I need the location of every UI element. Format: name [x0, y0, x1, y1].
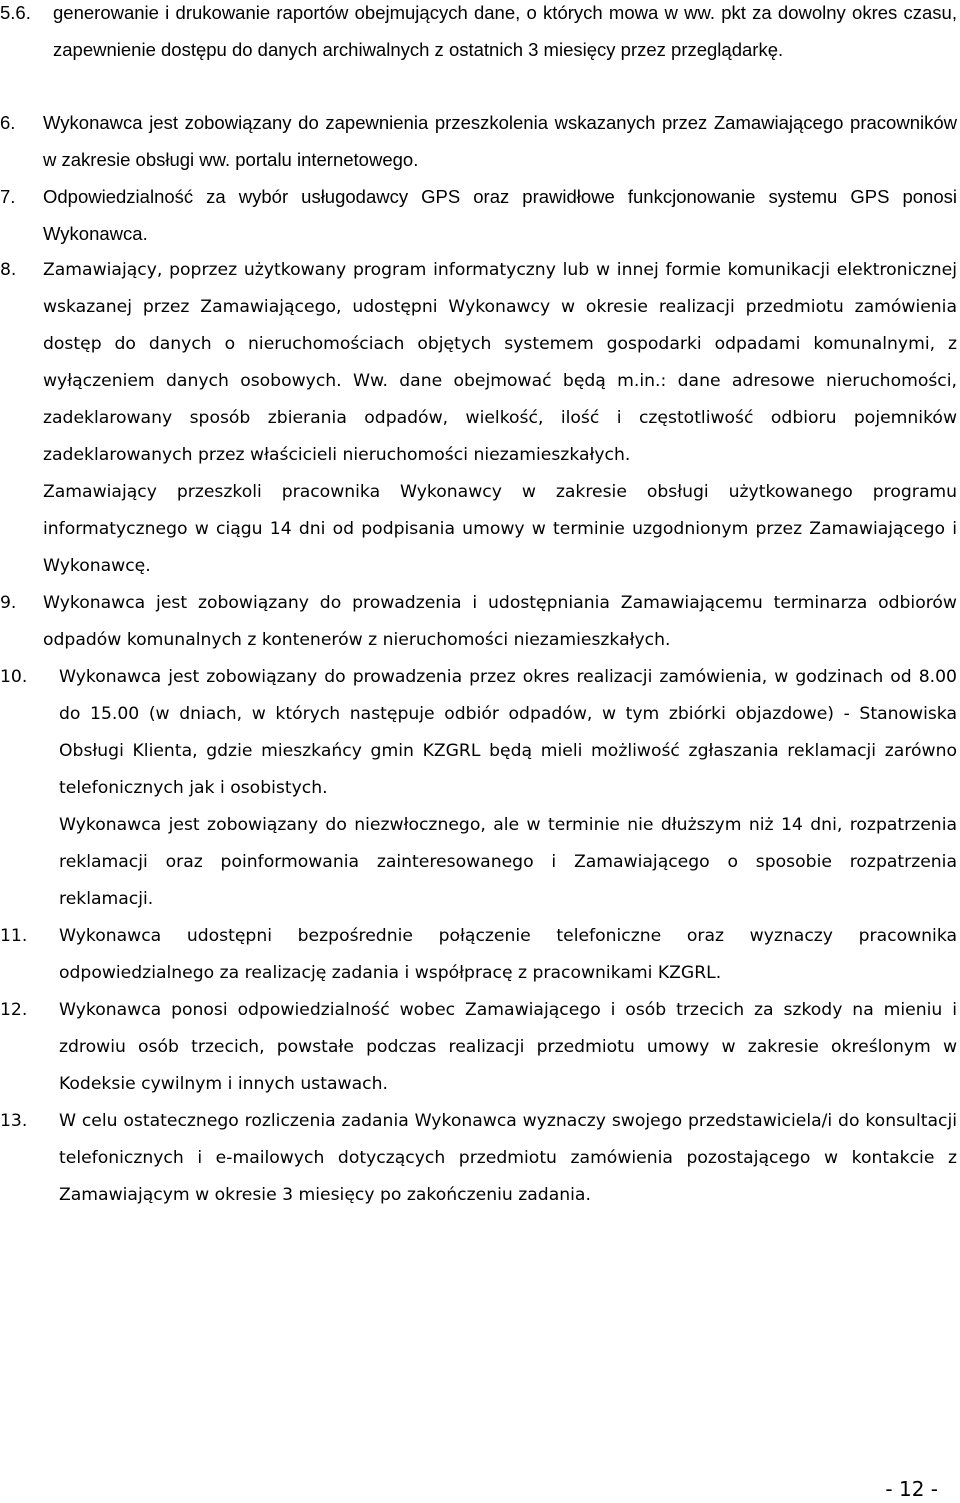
- item-text: generowanie i drukowanie raportów obejmujących dane, o których mowa w ww. pkt za dowolny okres czasu, zapewnienie dostępu do danych archiwalnych z ostatnich 3 miesięcy przez przeglądarkę.: [53, 2, 957, 60]
- item-text: Odpowiedzialność za wybór usługodawcy GPS oraz prawidłowe funkcjonowanie systemu GPS ponosi Wykonawca.: [43, 186, 957, 244]
- list-item-9: [0, 585, 957, 659]
- item-text: W celu ostatecznego rozliczenia zadania Wykonawca wyznaczy swojego przedstawiciela/i do konsultacji telefonicznych i e-mailowych dotyczących przedmiotu zamówienia pozostającego w kontakcie z Zamawiającym w okresie 3 miesięcy po zakończeniu zadania.: [59, 1111, 957, 1205]
- item-text: Wykonawca ponosi odpowiedzialność wobec Zamawiającego i osób trzecich za szkody na mieniu i zdrowiu osób trzecich, powstałe podczas realizacji przedmiotu umowy w zakresie określonym w Kodeksie cywilnym i innych ustawach.: [59, 1000, 957, 1094]
- list-item-10: [0, 659, 957, 918]
- item-number: 10.: [0, 667, 28, 687]
- item-number: 9.: [0, 593, 17, 613]
- item-number: 8.: [0, 260, 17, 280]
- list-item-11: [0, 918, 957, 992]
- list-item-8: [0, 252, 957, 585]
- list-item-6: [0, 104, 957, 178]
- list-item-7: [0, 178, 957, 252]
- item-number: 6.: [0, 112, 16, 133]
- item-text: Wykonawca jest zobowiązany do prowadzenia i udostępniania Zamawiającemu terminarza odbiorów odpadów komunalnych z kontenerów z nieruchomości niezamieszkałych.: [43, 593, 957, 650]
- list-item-12: [0, 992, 957, 1103]
- item-text: Wykonawca udostępni bezpośrednie połączenie telefoniczne oraz wyznaczy pracownika odpowiedzialnego za realizację zadania i współpracę z pracownikami KZGRL.: [59, 926, 957, 983]
- item-number: 12.: [0, 1000, 28, 1020]
- item-number: 5.6.: [0, 2, 31, 23]
- list-item-13: [0, 1103, 957, 1214]
- item-text: Zamawiający, poprzez użytkowany program informatyczny lub w innej formie komunikacji elektronicznej wskazanej przez Zamawiającego, udostępni Wykonawcy w okresie realizacji przedmiotu zamówienia dostęp do danych o nieruchomościach objętych systemem gospodarki odpadami komunalnymi, z wyłączeniem danych osobowych. Ww. dane obejmować będą m.in.: dane adresowe nieruchomości, zadeklarowany sposób zbierania odpadów, wielkość, ilość i częstotliwość odbioru pojemników zadeklarowanych przez właścicieli nieruchomości niezamieszkałych.: [43, 260, 957, 465]
- item-number: 11.: [0, 926, 28, 946]
- item-number: 7.: [0, 186, 16, 207]
- list-item-5-6: [0, 0, 957, 68]
- page-number: - 12 -: [885, 1477, 938, 1501]
- item-text: Wykonawca jest zobowiązany do zapewnienia przeszkolenia wskazanych przez Zamawiającego pracowników w zakresie obsługi ww. portalu internetowego.: [43, 112, 957, 170]
- item-continuation: Wykonawca jest zobowiązany do niezwłocznego, ale w terminie nie dłuższym niż 14 dni, rozpatrzenia reklamacji oraz poinformowania zainteresowanego i Zamawiającego o sposobie rozpatrzenia reklamacji.: [59, 815, 957, 909]
- item-number: 13.: [0, 1111, 28, 1131]
- item-continuation: Zamawiający przeszkoli pracownika Wykonawcy w zakresie obsługi użytkowanego programu informatycznego w ciągu 14 dni od podpisania umowy w terminie uzgodnionym przez Zamawiającego i Wykonawcę.: [43, 482, 957, 576]
- item-text: Wykonawca jest zobowiązany do prowadzenia przez okres realizacji zamówienia, w godzinach od 8.00 do 15.00 (w dniach, w których następuje odbiór odpadów, w tym zbiórki objazdowe) - Stanowiska Obsługi Klienta, gdzie mieszkańcy gmin KZGRL będą mieli możliwość zgłaszania reklamacji zarówno telefonicznych jak i osobistych.: [59, 667, 957, 798]
